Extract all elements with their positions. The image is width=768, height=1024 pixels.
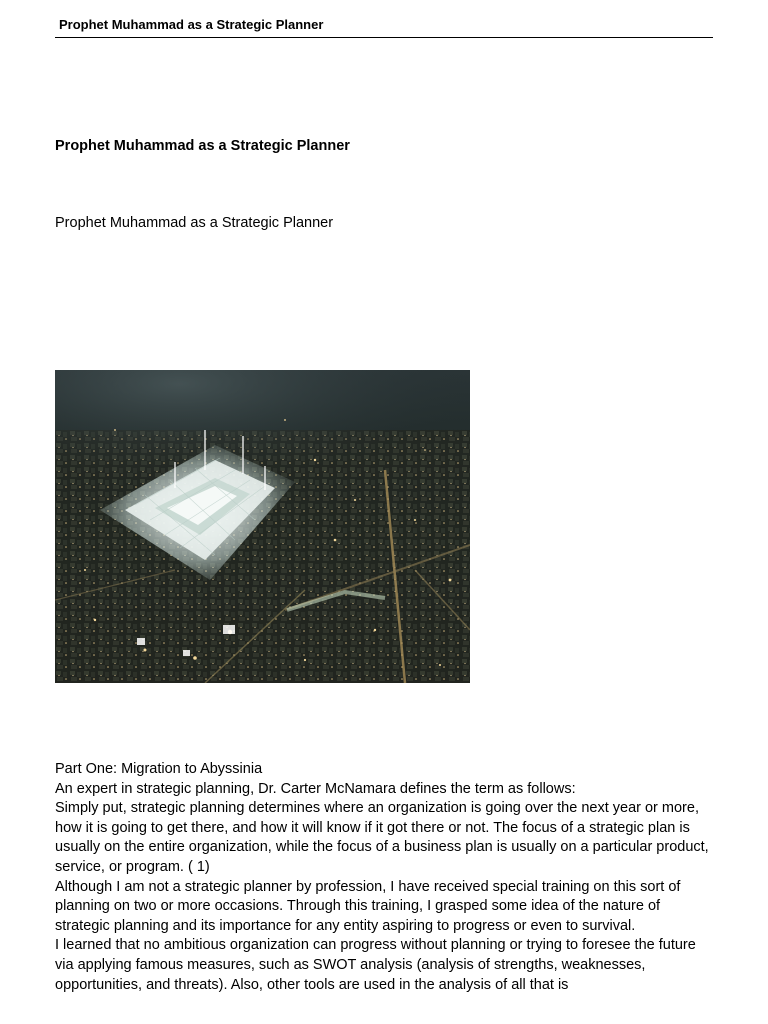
paragraph: Simply put, strategic planning determines where an organization is going over the next year or more, how it is going to get there, and how it will know if it got there or not. The focus of a strategic plan is usually on the entire organization, while the focus of a business plan is usually on a particular product, service, or program. ( 1) xyxy=(55,800,709,875)
section-heading: Part One: Migration to Abyssinia xyxy=(55,761,263,777)
aerial-photo xyxy=(55,370,470,683)
paragraph: Although I am not a strategic planner by profession, I have received special training on this sort of planning on two or more occasions. Through this training, I grasped some idea of the nature of strategic planning and its importance for any entity aspiring to progress or even to survival. xyxy=(55,878,681,934)
document-subtitle: Prophet Muhammad as a Strategic Planner xyxy=(55,215,334,231)
running-header xyxy=(55,16,713,38)
paragraph: I learned that no ambitious organization can progress without planning or trying to foresee the future via applying famous measures, such as SWOT analysis (analysis of strengths, weaknesses, opportunities, and threats). Also, other tools are used in the analysis of all that is xyxy=(55,937,696,993)
running-header-title: Prophet Muhammad as a Strategic Planner xyxy=(59,17,324,32)
document-title: Prophet Muhammad as a Strategic Planner xyxy=(55,138,350,154)
body-text xyxy=(55,760,715,995)
paragraph: An expert in strategic planning, Dr. Carter McNamara defines the term as follows: xyxy=(55,780,576,797)
